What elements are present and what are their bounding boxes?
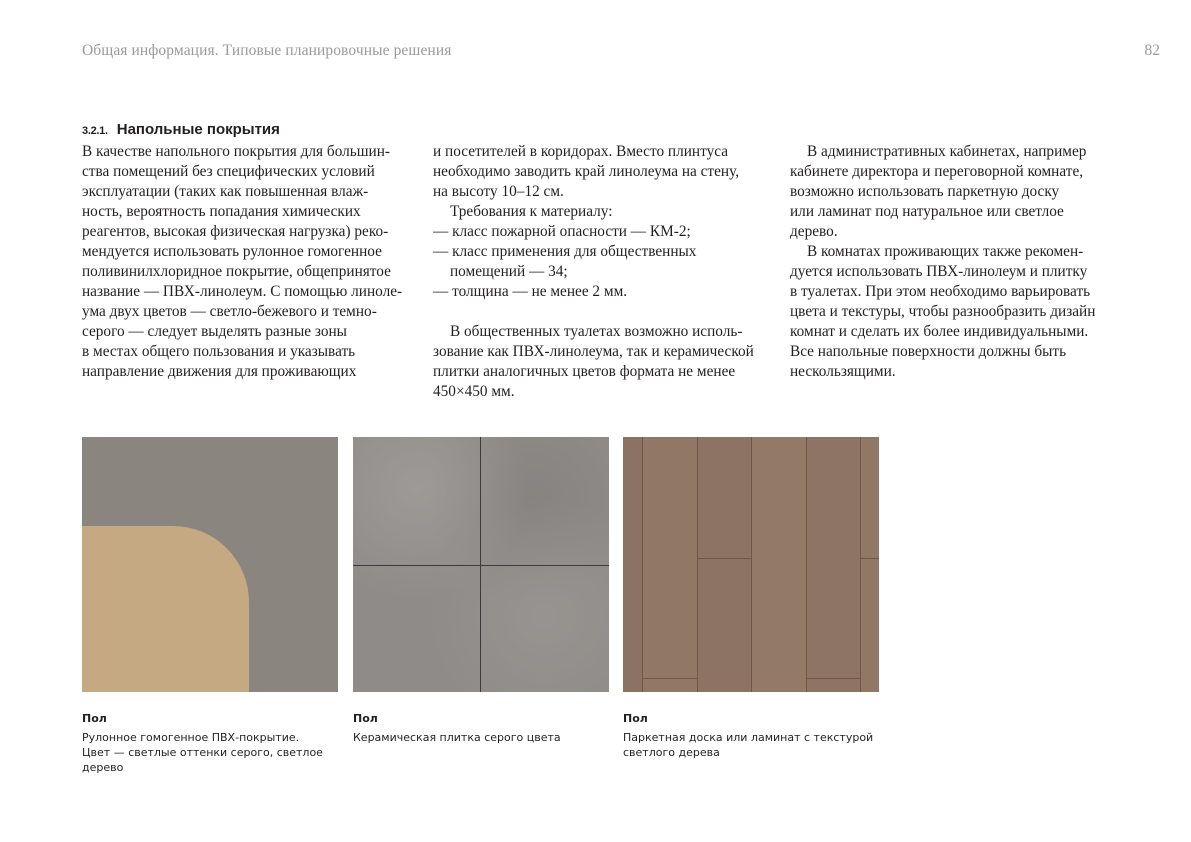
swatch-caption [353,711,609,745]
text-line: ства помещений без специфических условий [82,163,375,180]
plank-seam [751,437,752,692]
list-item: — класс применения для общественных [433,243,697,260]
plank-seam [860,437,861,692]
section-number: 3.2.1. [82,125,108,137]
text-line: Требования к материалу: [450,203,613,220]
wood-plank [806,437,860,692]
swatch-caption [82,711,338,775]
plank-seam [697,437,698,692]
caption-line: светлого дерева [623,746,720,759]
text-line: необходимо заводить край линолеума на стену, [433,163,740,180]
wood-plank [751,437,806,692]
text-line: Все напольные поверхности должны быть [790,343,1067,360]
text-line: плитки аналогичных цветов формата не менее [433,363,736,380]
caption-line: дерево [82,761,124,774]
caption-line: Рулонное гомогенное ПВХ-покрытие. [82,731,300,744]
text-line: В общественных туалетах возможно исполь- [450,323,743,340]
text-line: на высоту 10–12 см. [433,183,564,200]
wood-plank [860,437,879,692]
text-line: кабинете директора и переговорной комнате, [790,163,1084,180]
list-item-continuation: помещений — 34; [450,263,568,280]
text-line: эксплуатации (таких как повышенная влаж- [82,183,369,200]
page-number: 82 [1144,42,1160,59]
text-line: 450×450 мм. [433,383,515,400]
text-line: поливинилхлоридное покрытие, общепринятое [82,263,391,280]
text-line: в туалетах. При этом необходимо варьировать [790,283,1091,300]
text-line: ность, вероятность попадания химических [82,203,361,220]
caption-title: Пол [353,712,378,725]
wood-plank [623,437,642,692]
running-head: Общая информация. Типовые планировочные решения [82,42,452,59]
text-line: В административных кабинетах, например [807,143,1087,160]
section-title: Напольные покрытия [116,121,280,138]
text-line: и посетителей в коридорах. Вместо плинтуса [433,143,729,160]
wood-parquet-swatch-image [623,437,879,692]
plank-end-seam [806,678,860,679]
beige-linoleum-zone [82,526,249,692]
text-line: В комнатах проживающих также рекомен- [807,243,1084,260]
text-line: название — ПВХ-линолеум. С помощью линоле- [82,283,403,300]
caption-title: Пол [82,712,107,725]
tile-seam-horizontal [353,565,609,566]
wood-plank [697,437,751,692]
swatch-caption [623,711,879,760]
text-line: реагентов, высокая физическая нагрузка) реко- [82,223,389,240]
text-line: серого — следует выделять разные зоны [82,323,347,340]
text-line: направление движения для проживающих [82,363,357,380]
text-line: нескользящими. [790,363,896,380]
caption-line: Керамическая плитка серого цвета [353,731,561,744]
plank-seam [806,437,807,692]
text-column-1 [82,142,402,382]
text-line: комнат и сделать их более индивидуальными. [790,323,1089,340]
text-line: цвета и текстуры, чтобы разнообразить дизайн [790,303,1096,320]
text-line: зование как ПВХ-линолеума, так и керамической [433,343,754,360]
text-line: В качестве напольного покрытия для большин- [82,143,390,160]
linoleum-swatch-image [82,437,338,692]
text-line: в местах общего пользования и указывать [82,343,356,360]
paragraph-gap [433,302,754,322]
text-column-3 [790,142,1095,382]
text-column-2 [433,142,754,402]
caption-title: Пол [623,712,648,725]
ceramic-tile-swatch-image [353,437,609,692]
list-item: — класс пожарной опасности — КМ-2; [433,223,691,240]
plank-end-seam [860,558,879,559]
caption-line: Цвет — светлые оттенки серого, светлое [82,746,323,759]
section-heading [82,121,280,139]
text-line: дерево. [790,223,838,240]
plank-end-seam [642,678,697,679]
text-line: или ламинат под натуральное или светлое [790,203,1064,220]
wood-plank [642,437,697,692]
text-line: возможно использовать паркетную доску [790,183,1060,200]
text-line: дуется использовать ПВХ-линолеум и плитку [790,263,1088,280]
text-line: мендуется использовать рулонное гомогенное [82,243,382,260]
text-line: ума двух цветов — светло-бежевого и темно- [82,303,377,320]
caption-line: Паркетная доска или ламинат с текстурой [623,731,874,744]
plank-seam [642,437,643,692]
list-item: — толщина — не менее 2 мм. [433,283,628,300]
plank-end-seam [697,558,751,559]
